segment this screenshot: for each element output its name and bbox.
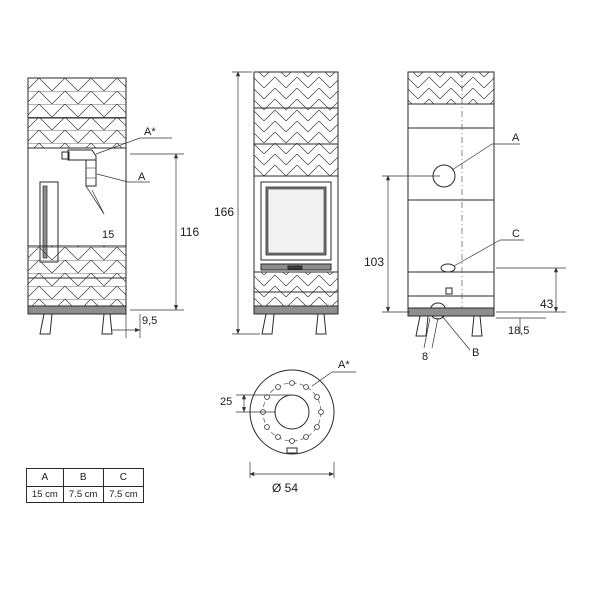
rear-dim-43: 43 <box>540 297 554 311</box>
legend-header-b: B <box>63 469 103 487</box>
front-label-a: A <box>138 171 146 183</box>
legend-value-b: 7.5 cm <box>63 487 103 503</box>
rear-label-b: B <box>472 347 480 359</box>
legend-header-c: C <box>103 469 143 487</box>
front-dim-95: 9,5 <box>142 315 158 327</box>
legend-header-row <box>27 469 144 487</box>
legend-header-a: A <box>27 469 64 487</box>
front-view <box>28 78 199 338</box>
front-dim-116: 116 <box>180 225 200 239</box>
rear-label-c: C <box>512 228 520 240</box>
legend-table <box>26 468 144 503</box>
front-dim-15: 15 <box>102 229 115 241</box>
legend-value-c: 7.5 cm <box>103 487 143 503</box>
rear-dim-185: 18,5 <box>508 325 530 337</box>
side-dim-166: 166 <box>214 205 235 219</box>
legend-value-row <box>27 487 144 503</box>
top-dim-25: 25 <box>220 396 233 408</box>
rear-dim-103: 103 <box>364 255 385 269</box>
rear-label-a: A <box>512 132 520 144</box>
front-label-astar: A* <box>144 126 156 138</box>
rear-view <box>364 72 566 363</box>
top-dim-diameter: Ø 54 <box>272 481 299 495</box>
top-view <box>220 359 356 495</box>
rear-dim-8: 8 <box>422 351 429 363</box>
side-view <box>214 72 338 334</box>
legend-value-a: 15 cm <box>27 487 64 503</box>
top-label-astar: A* <box>338 359 350 371</box>
